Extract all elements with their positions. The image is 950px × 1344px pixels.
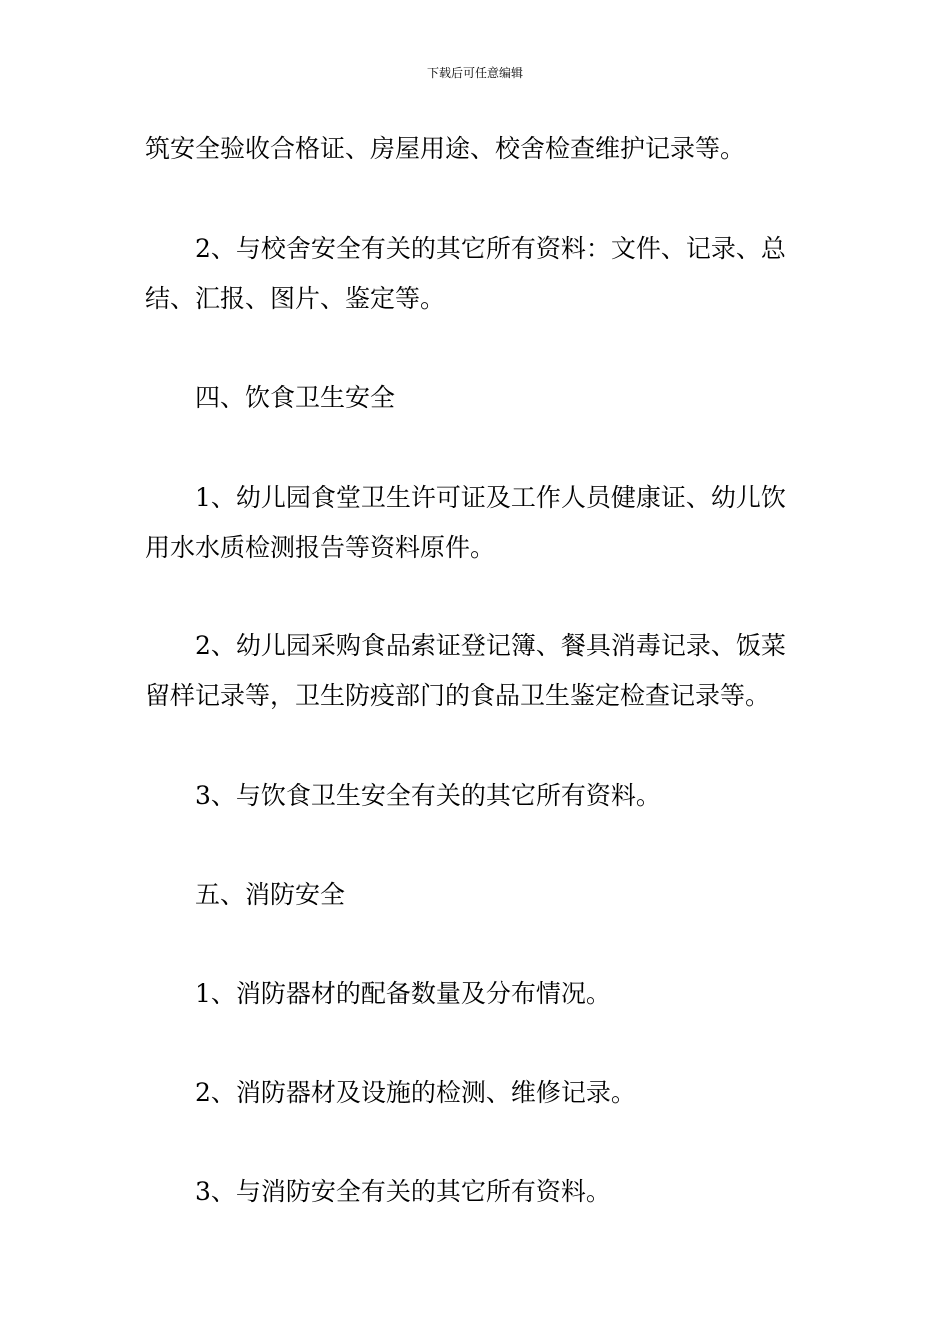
section-heading-fire-safety: 五、消防安全 (195, 880, 346, 909)
paragraph-fire-item-1: 1、消防器材的配备数量及分布情况。 (195, 979, 611, 1008)
paragraph-fire-item-3: 3、与消防安全有关的其它所有资料。 (195, 1177, 611, 1206)
paragraph-continuation: 筑安全验收合格证、房屋用途、校舍检查维护记录等。 (145, 134, 746, 163)
paragraph-food-item-3: 3、与饮食卫生安全有关的其它所有资料。 (195, 781, 661, 810)
paragraph-fire-item-2: 2、消防器材及设施的检测、维修记录。 (195, 1078, 636, 1107)
paragraph-food-item-1: 1、幼儿园食堂卫生许可证及工作人员健康证、幼儿饮用水水质检测报告等资料原件。 (145, 483, 786, 562)
paragraph-food-item-2: 2、幼儿园采购食品索证登记簿、餐具消毒记录、饭菜留样记录等，卫生防疫部门的食品卫生鉴定检查记录等。 (145, 631, 786, 710)
section-heading-food-safety: 四、饮食卫生安全 (195, 383, 396, 412)
paragraph-school-other-materials: 2、与校舍安全有关的其它所有资料：文件、记录、总结、汇报、图片、鉴定等。 (145, 234, 786, 313)
page-header-note: 下载后可任意编辑 (426, 66, 523, 80)
